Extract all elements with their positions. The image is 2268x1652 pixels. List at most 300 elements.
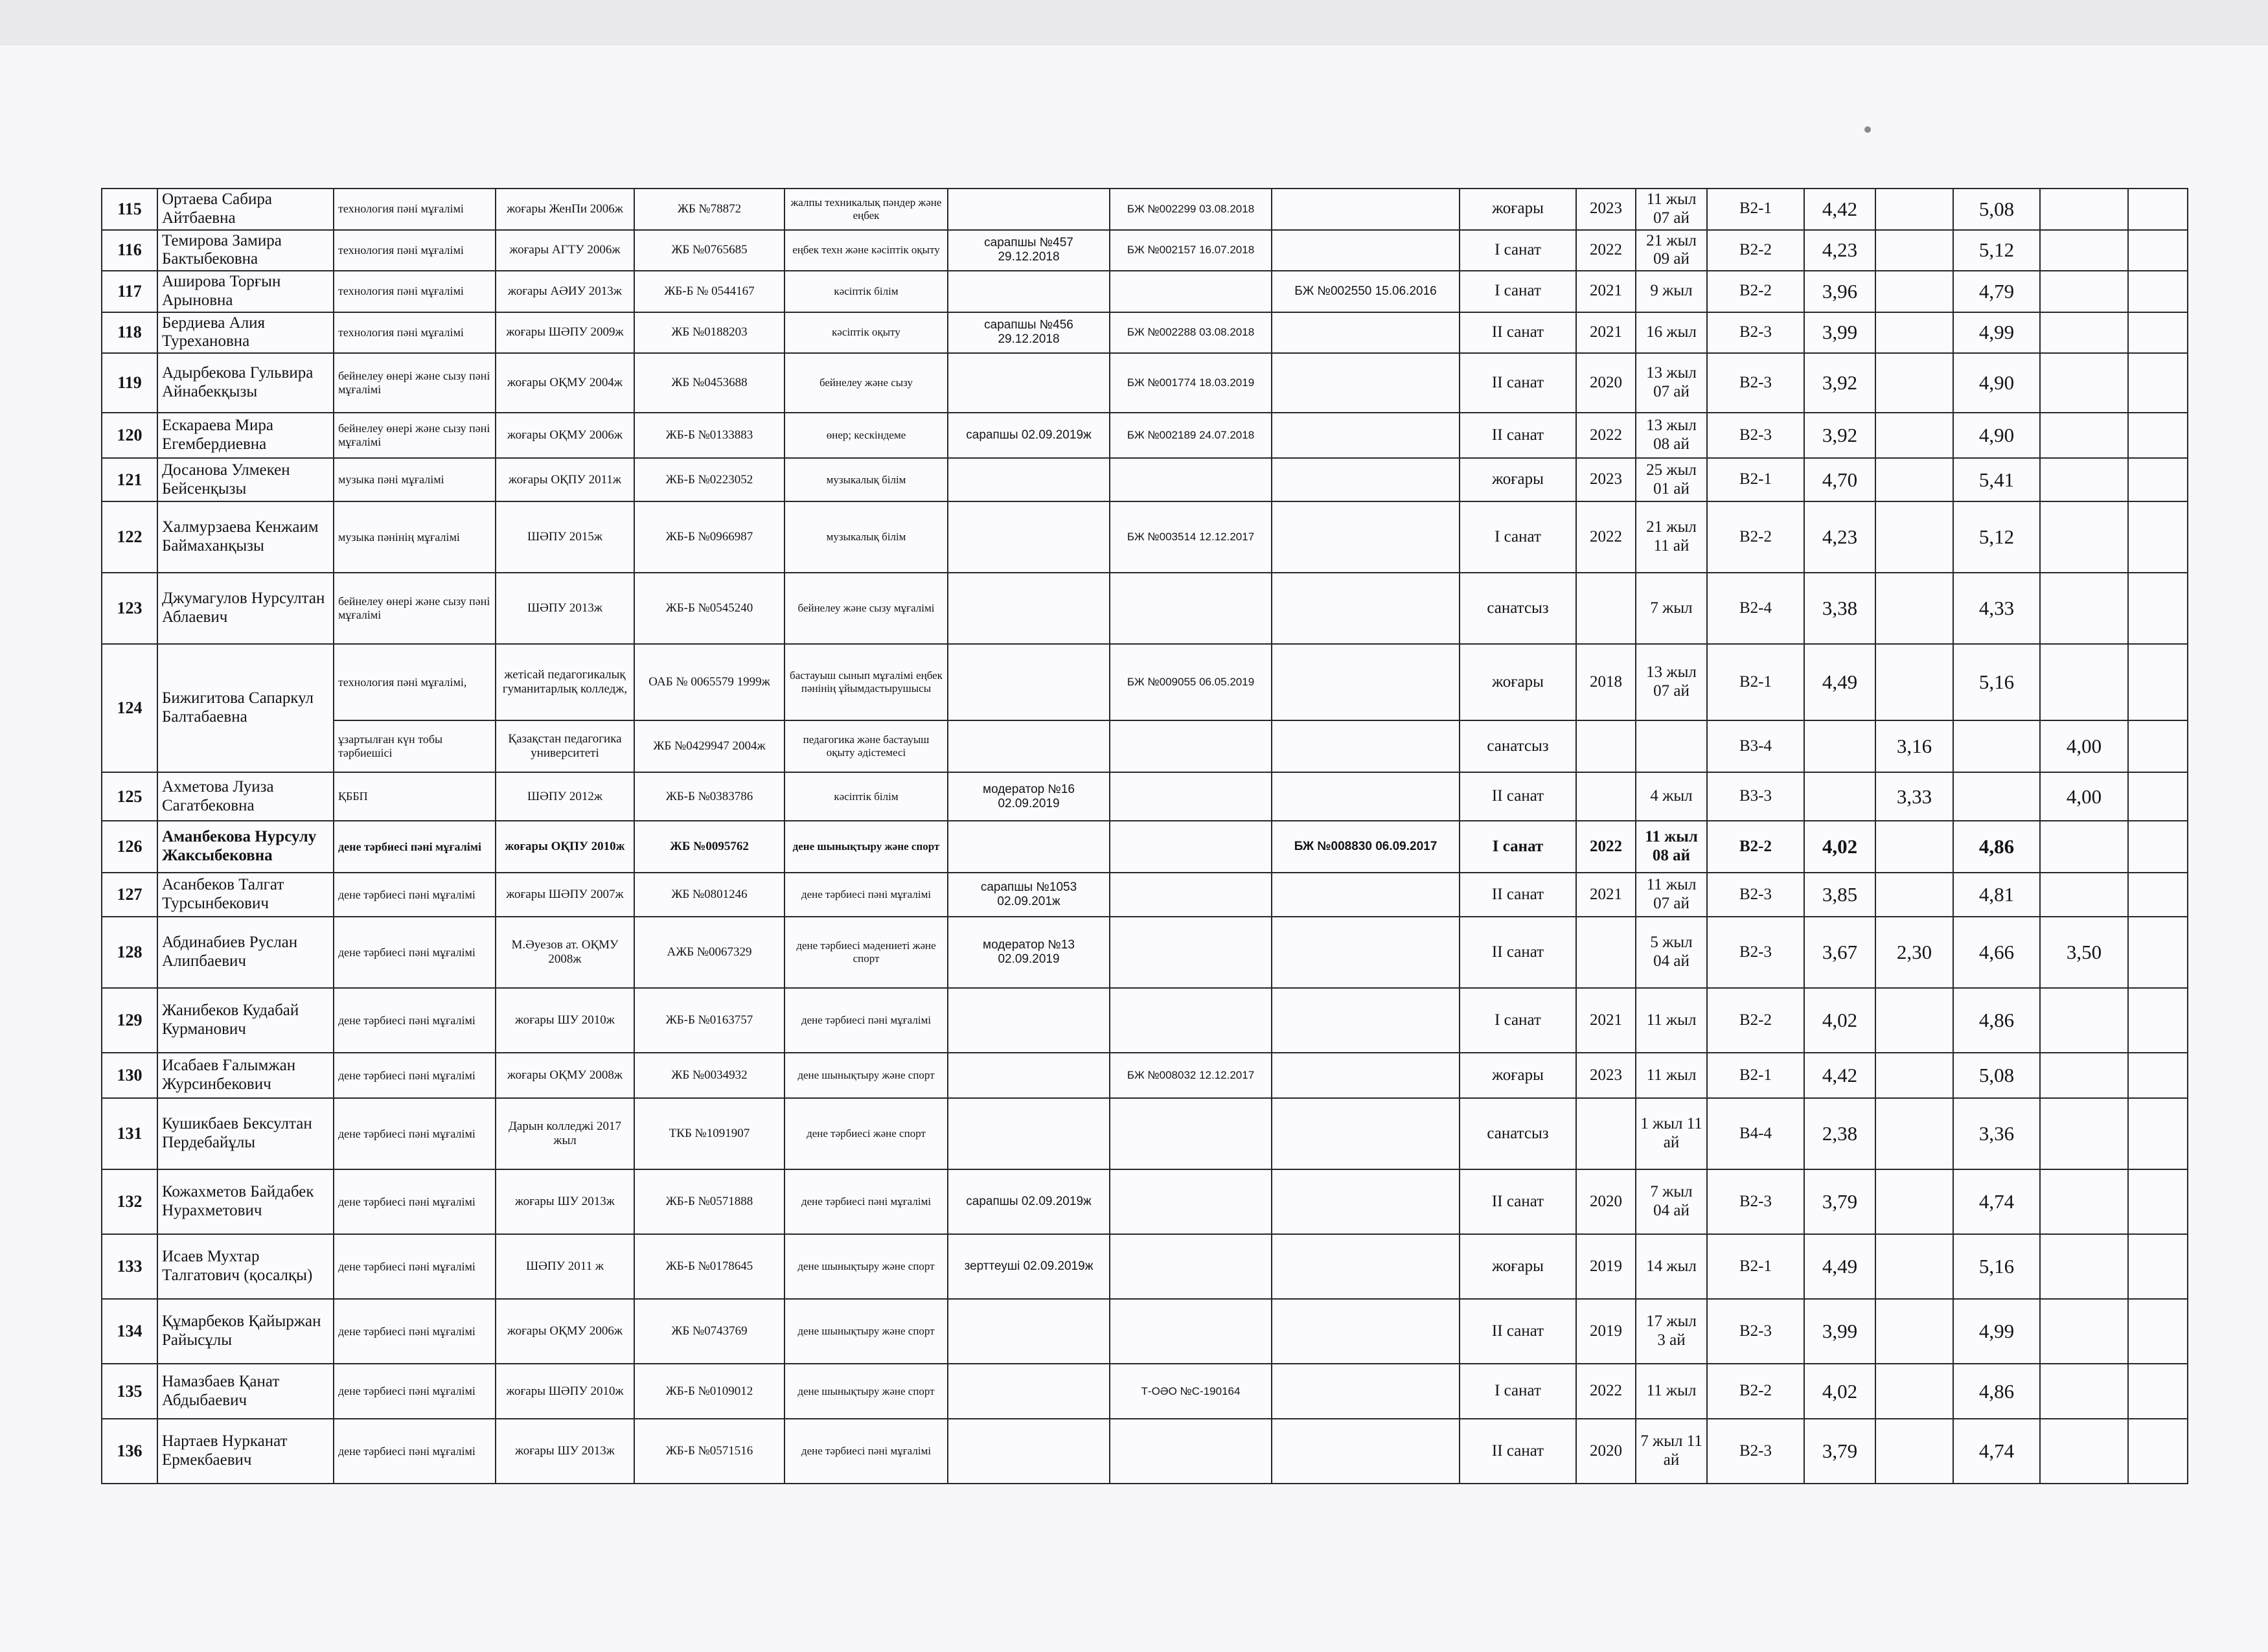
- coefficient-3-cell: [1953, 720, 2040, 772]
- specialty-cell: дене шынықтыру және спорт: [785, 1299, 948, 1364]
- expert-cell: зерттеуші 02.09.2019ж: [948, 1234, 1110, 1299]
- expert-cell: [948, 821, 1110, 873]
- total-experience-cell: 14 жыл: [1636, 1234, 1707, 1299]
- year-cell: 2021: [1576, 988, 1636, 1053]
- table-row: [102, 1234, 2188, 1299]
- coefficient-1-cell: 4,02: [1804, 1364, 1875, 1419]
- expert-cell: сарапшы №456 29.12.2018: [948, 312, 1110, 354]
- previous-certificate-cell: [1272, 458, 1460, 501]
- row-number-cell: 131: [102, 1098, 157, 1169]
- blank-cell: [2128, 1234, 2188, 1299]
- coefficient-1-cell: 3,99: [1804, 1299, 1875, 1364]
- coefficient-2-cell: [1875, 1234, 1953, 1299]
- position-cell: бейнелеу өнері және сызу пәні мұғалімі: [334, 413, 496, 458]
- certificate-cell: [1110, 1299, 1272, 1364]
- expert-cell: сарапшы 02.09.2019ж: [948, 413, 1110, 458]
- position-cell: дене тәрбиесі пәні мұғалімі: [334, 1169, 496, 1234]
- category-cell: жоғары: [1460, 458, 1576, 501]
- total-experience-cell: 11 жыл 08 ай: [1636, 821, 1707, 873]
- coefficient-4-cell: [2040, 573, 2128, 644]
- table-row: [102, 230, 2188, 271]
- diploma-cell: ЖБ-Б №0571888: [634, 1169, 785, 1234]
- year-cell: 2022: [1576, 821, 1636, 873]
- coefficient-1-cell: 3,79: [1804, 1419, 1875, 1484]
- specialty-cell: өнер; кескіндеме: [785, 413, 948, 458]
- expert-cell: [948, 189, 1110, 230]
- certificate-cell: БЖ №002299 03.08.2018: [1110, 189, 1272, 230]
- teacher-name-cell: Нартаев Нурканат Ермекбаевич: [157, 1419, 334, 1484]
- row-number-cell: 115: [102, 189, 157, 230]
- row-number-cell: 118: [102, 312, 157, 354]
- table-row: [102, 312, 2188, 354]
- education-cell: Дарын колледжі 2017 жыл: [496, 1098, 634, 1169]
- coefficient-2-cell: [1875, 501, 1953, 573]
- specialty-cell: кәсіптік білім: [785, 772, 948, 821]
- specialty-cell: дене шынықтыру және спорт: [785, 1053, 948, 1098]
- category-cell: жоғары: [1460, 1234, 1576, 1299]
- coefficient-4-cell: [2040, 312, 2128, 354]
- teacher-name-cell: Темирова Замира Бактыбековна: [157, 230, 334, 271]
- total-experience-cell: 5 жыл 04 ай: [1636, 917, 1707, 988]
- category-cell: II санат: [1460, 353, 1576, 413]
- coefficient-2-cell: 3,16: [1875, 720, 1953, 772]
- specialty-cell: жалпы техникалық пәндер және еңбек: [785, 189, 948, 230]
- total-experience-cell: 13 жыл 08 ай: [1636, 413, 1707, 458]
- category-cell: II санат: [1460, 312, 1576, 354]
- diploma-cell: АЖБ №0067329: [634, 917, 785, 988]
- total-experience-cell: 11 жыл 07 ай: [1636, 189, 1707, 230]
- previous-certificate-cell: [1272, 413, 1460, 458]
- teacher-name-cell: Адырбекова Гульвира Айнабекқызы: [157, 353, 334, 413]
- teacher-name-cell: Кожахметов Байдабек Нурахметович: [157, 1169, 334, 1234]
- coefficient-1-cell: 3,96: [1804, 271, 1875, 312]
- blank-cell: [2128, 873, 2188, 917]
- coefficient-1-cell: 4,23: [1804, 501, 1875, 573]
- year-cell: 2020: [1576, 1419, 1636, 1484]
- coefficient-3-cell: 5,08: [1953, 1053, 2040, 1098]
- previous-certificate-cell: [1272, 353, 1460, 413]
- grade-cell: В2-2: [1707, 230, 1804, 271]
- position-cell: дене тәрбиесі пәні мұғалімі: [334, 1419, 496, 1484]
- expert-cell: [948, 1419, 1110, 1484]
- education-cell: Қазақстан педагогика университеті: [496, 720, 634, 772]
- coefficient-1-cell: 4,49: [1804, 1234, 1875, 1299]
- coefficient-2-cell: [1875, 1299, 1953, 1364]
- coefficient-4-cell: [2040, 1299, 2128, 1364]
- expert-cell: модератор №13 02.09.2019: [948, 917, 1110, 988]
- coefficient-4-cell: [2040, 873, 2128, 917]
- diploma-cell: ОАБ № 0065579 1999ж: [634, 644, 785, 720]
- coefficient-1-cell: 3,67: [1804, 917, 1875, 988]
- education-cell: ШӘПУ 2011 ж: [496, 1234, 634, 1299]
- coefficient-3-cell: 4,86: [1953, 988, 2040, 1053]
- total-experience-cell: [1636, 720, 1707, 772]
- grade-cell: В2-3: [1707, 917, 1804, 988]
- total-experience-cell: 7 жыл 11 ай: [1636, 1419, 1707, 1484]
- coefficient-4-cell: [2040, 1169, 2128, 1234]
- table-row: [102, 271, 2188, 312]
- row-number-cell: 129: [102, 988, 157, 1053]
- grade-cell: В2-2: [1707, 501, 1804, 573]
- blank-cell: [2128, 573, 2188, 644]
- coefficient-4-cell: [2040, 189, 2128, 230]
- coefficient-3-cell: 4,81: [1953, 873, 2040, 917]
- expert-cell: [948, 1053, 1110, 1098]
- table-row: [102, 458, 2188, 501]
- education-cell: жоғары ШУ 2013ж: [496, 1169, 634, 1234]
- coefficient-4-cell: [2040, 1419, 2128, 1484]
- certificate-cell: [1110, 988, 1272, 1053]
- coefficient-3-cell: 4,86: [1953, 1364, 2040, 1419]
- total-experience-cell: 9 жыл: [1636, 271, 1707, 312]
- year-cell: [1576, 573, 1636, 644]
- row-number-cell: 121: [102, 458, 157, 501]
- position-cell: технология пәні мұғалімі,: [334, 644, 496, 720]
- previous-certificate-cell: [1272, 1053, 1460, 1098]
- total-experience-cell: 4 жыл: [1636, 772, 1707, 821]
- coefficient-3-cell: 5,16: [1953, 1234, 2040, 1299]
- position-cell: ҚББП: [334, 772, 496, 821]
- teacher-name-cell: Абдинабиев Руслан Алипбаевич: [157, 917, 334, 988]
- table-row-continuation: [102, 720, 2188, 772]
- previous-certificate-cell: [1272, 1419, 1460, 1484]
- coefficient-4-cell: [2040, 644, 2128, 720]
- coefficient-3-cell: 4,33: [1953, 573, 2040, 644]
- table-row: [102, 353, 2188, 413]
- coefficient-4-cell: [2040, 1098, 2128, 1169]
- row-number-cell: 136: [102, 1419, 157, 1484]
- expert-cell: [948, 988, 1110, 1053]
- grade-cell: В2-2: [1707, 988, 1804, 1053]
- specialty-cell: музыкалық білім: [785, 501, 948, 573]
- coefficient-2-cell: [1875, 458, 1953, 501]
- coefficient-2-cell: [1875, 1169, 1953, 1234]
- expert-cell: [948, 271, 1110, 312]
- coefficient-2-cell: [1875, 353, 1953, 413]
- grade-cell: В2-3: [1707, 312, 1804, 354]
- coefficient-3-cell: 5,12: [1953, 230, 2040, 271]
- coefficient-1-cell: 3,38: [1804, 573, 1875, 644]
- scan-speck: [1864, 126, 1871, 133]
- category-cell: жоғары: [1460, 1053, 1576, 1098]
- expert-cell: модератор №16 02.09.2019: [948, 772, 1110, 821]
- specialty-cell: дене тәрбиесі пәні мұғалімі: [785, 1169, 948, 1234]
- coefficient-3-cell: 3,36: [1953, 1098, 2040, 1169]
- grade-cell: В2-2: [1707, 1364, 1804, 1419]
- table-row: [102, 573, 2188, 644]
- teacher-name-cell: Джумагулов Нурсултан Аблаевич: [157, 573, 334, 644]
- coefficient-1-cell: 4,02: [1804, 821, 1875, 873]
- grade-cell: В2-3: [1707, 1419, 1804, 1484]
- coefficient-4-cell: [2040, 821, 2128, 873]
- expert-cell: сарапшы №1053 02.09.201ж: [948, 873, 1110, 917]
- blank-cell: [2128, 189, 2188, 230]
- position-cell: дене тәрбиесі пәні мұғалімі: [334, 1098, 496, 1169]
- coefficient-2-cell: [1875, 230, 1953, 271]
- year-cell: 2020: [1576, 353, 1636, 413]
- table-row: [102, 189, 2188, 230]
- diploma-cell: ЖБ-Б №0223052: [634, 458, 785, 501]
- education-cell: жетісай педагогикалық гуманитарлық колледж,: [496, 644, 634, 720]
- position-cell: технология пәні мұғалімі: [334, 312, 496, 354]
- coefficient-1-cell: 4,42: [1804, 1053, 1875, 1098]
- teacher-name-cell: Бижигитова Сапаркул Балтабаевна: [157, 644, 334, 772]
- expert-cell: [948, 458, 1110, 501]
- coefficient-3-cell: 4,66: [1953, 917, 2040, 988]
- category-cell: санатсыз: [1460, 573, 1576, 644]
- education-cell: ШӘПУ 2012ж: [496, 772, 634, 821]
- table-row: [102, 413, 2188, 458]
- total-experience-cell: 7 жыл: [1636, 573, 1707, 644]
- specialty-cell: педагогика және бастауыш оқыту әдістемесі: [785, 720, 948, 772]
- coefficient-2-cell: [1875, 573, 1953, 644]
- grade-cell: В2-1: [1707, 644, 1804, 720]
- diploma-cell: ЖБ №0188203: [634, 312, 785, 354]
- row-number-cell: 122: [102, 501, 157, 573]
- expert-cell: [948, 720, 1110, 772]
- year-cell: 2023: [1576, 1053, 1636, 1098]
- blank-cell: [2128, 1053, 2188, 1098]
- row-number-cell: 134: [102, 1299, 157, 1364]
- coefficient-3-cell: 4,99: [1953, 1299, 2040, 1364]
- staff-register-table: [101, 188, 2188, 1484]
- teacher-name-cell: Асанбеков Талгат Турсынбекович: [157, 873, 334, 917]
- diploma-cell: ЖБ-Б №0383786: [634, 772, 785, 821]
- diploma-cell: ЖБ-Б №0571516: [634, 1419, 785, 1484]
- previous-certificate-cell: [1272, 230, 1460, 271]
- position-cell: дене тәрбиесі пәні мұғалімі: [334, 1299, 496, 1364]
- year-cell: 2019: [1576, 1299, 1636, 1364]
- row-number-cell: 135: [102, 1364, 157, 1419]
- certificate-cell: БЖ №003514 12.12.2017: [1110, 501, 1272, 573]
- certificate-cell: [1110, 917, 1272, 988]
- specialty-cell: дене тәрбиесі пәні мұғалімі: [785, 1419, 948, 1484]
- row-number-cell: 123: [102, 573, 157, 644]
- table-row: [102, 644, 2188, 720]
- year-cell: 2023: [1576, 189, 1636, 230]
- education-cell: жоғары ОҚПУ 2011ж: [496, 458, 634, 501]
- certificate-cell: БЖ №002189 24.07.2018: [1110, 413, 1272, 458]
- row-number-cell: 120: [102, 413, 157, 458]
- coefficient-2-cell: [1875, 644, 1953, 720]
- year-cell: 2019: [1576, 1234, 1636, 1299]
- coefficient-2-cell: [1875, 873, 1953, 917]
- year-cell: 2018: [1576, 644, 1636, 720]
- certificate-cell: БЖ №002288 03.08.2018: [1110, 312, 1272, 354]
- expert-cell: сарапшы 02.09.2019ж: [948, 1169, 1110, 1234]
- total-experience-cell: 21 жыл 09 ай: [1636, 230, 1707, 271]
- certificate-cell: [1110, 458, 1272, 501]
- blank-cell: [2128, 772, 2188, 821]
- grade-cell: В2-1: [1707, 1053, 1804, 1098]
- category-cell: I санат: [1460, 271, 1576, 312]
- coefficient-3-cell: 4,79: [1953, 271, 2040, 312]
- coefficient-1-cell: 4,49: [1804, 644, 1875, 720]
- expert-cell: [948, 644, 1110, 720]
- education-cell: жоғары ШӘПУ 2007ж: [496, 873, 634, 917]
- diploma-cell: ЖБ-Б №0133883: [634, 413, 785, 458]
- table-row: [102, 1169, 2188, 1234]
- category-cell: жоғары: [1460, 189, 1576, 230]
- coefficient-1-cell: 3,92: [1804, 413, 1875, 458]
- certificate-cell: [1110, 1234, 1272, 1299]
- previous-certificate-cell: [1272, 1299, 1460, 1364]
- coefficient-2-cell: [1875, 1098, 1953, 1169]
- position-cell: дене тәрбиесі пәні мұғалімі: [334, 988, 496, 1053]
- previous-certificate-cell: [1272, 873, 1460, 917]
- category-cell: II санат: [1460, 917, 1576, 988]
- year-cell: [1576, 1098, 1636, 1169]
- coefficient-1-cell: 3,92: [1804, 353, 1875, 413]
- previous-certificate-cell: БЖ №008830 06.09.2017: [1272, 821, 1460, 873]
- education-cell: ШӘПУ 2013ж: [496, 573, 634, 644]
- row-number-cell: 128: [102, 917, 157, 988]
- certificate-cell: [1110, 1098, 1272, 1169]
- specialty-cell: бастауыш сынып мұғалімі еңбек пәнінің ұйымдастырушысы: [785, 644, 948, 720]
- expert-cell: [948, 353, 1110, 413]
- position-cell: музыка пәні мұғалімі: [334, 458, 496, 501]
- blank-cell: [2128, 1169, 2188, 1234]
- coefficient-4-cell: [2040, 271, 2128, 312]
- total-experience-cell: 11 жыл: [1636, 1053, 1707, 1098]
- scan-top-edge: [0, 0, 2268, 45]
- specialty-cell: дене шынықтыру және спорт: [785, 1234, 948, 1299]
- coefficient-3-cell: 5,08: [1953, 189, 2040, 230]
- grade-cell: В2-3: [1707, 353, 1804, 413]
- table-row: [102, 772, 2188, 821]
- teacher-name-cell: Исаев Мухтар Талгатович (қосалқы): [157, 1234, 334, 1299]
- education-cell: жоғары ШУ 2013ж: [496, 1419, 634, 1484]
- blank-cell: [2128, 644, 2188, 720]
- specialty-cell: бейнелеу және сызу: [785, 353, 948, 413]
- specialty-cell: еңбек техн және кәсіптік оқыту: [785, 230, 948, 271]
- year-cell: 2021: [1576, 873, 1636, 917]
- blank-cell: [2128, 720, 2188, 772]
- coefficient-2-cell: [1875, 1364, 1953, 1419]
- previous-certificate-cell: [1272, 644, 1460, 720]
- position-cell: бейнелеу өнері және сызу пәні мұғалімі: [334, 353, 496, 413]
- year-cell: 2022: [1576, 230, 1636, 271]
- expert-cell: [948, 1299, 1110, 1364]
- blank-cell: [2128, 353, 2188, 413]
- teacher-name-cell: Ескараева Мира Егембердиевна: [157, 413, 334, 458]
- coefficient-4-cell: [2040, 501, 2128, 573]
- category-cell: II санат: [1460, 1169, 1576, 1234]
- position-cell: дене тәрбиесі пәні мұғалімі: [334, 1364, 496, 1419]
- coefficient-1-cell: 4,42: [1804, 189, 1875, 230]
- table-row: [102, 1098, 2188, 1169]
- grade-cell: В2-2: [1707, 821, 1804, 873]
- coefficient-3-cell: 4,90: [1953, 353, 2040, 413]
- grade-cell: В4-4: [1707, 1098, 1804, 1169]
- diploma-cell: ЖБ №0453688: [634, 353, 785, 413]
- certificate-cell: [1110, 573, 1272, 644]
- category-cell: II санат: [1460, 772, 1576, 821]
- coefficient-3-cell: 4,90: [1953, 413, 2040, 458]
- teacher-name-cell: Досанова Улмекен Бейсенқызы: [157, 458, 334, 501]
- grade-cell: В3-4: [1707, 720, 1804, 772]
- coefficient-4-cell: [2040, 1364, 2128, 1419]
- category-cell: II санат: [1460, 1299, 1576, 1364]
- grade-cell: В2-1: [1707, 189, 1804, 230]
- total-experience-cell: 11 жыл: [1636, 1364, 1707, 1419]
- previous-certificate-cell: БЖ №002550 15.06.2016: [1272, 271, 1460, 312]
- education-cell: жоғары ШУ 2010ж: [496, 988, 634, 1053]
- position-cell: бейнелеу өнері және сызу пәні мұғалімі: [334, 573, 496, 644]
- coefficient-4-cell: [2040, 1234, 2128, 1299]
- blank-cell: [2128, 413, 2188, 458]
- grade-cell: В2-3: [1707, 1169, 1804, 1234]
- category-cell: санатсыз: [1460, 720, 1576, 772]
- coefficient-2-cell: [1875, 271, 1953, 312]
- specialty-cell: кәсіптік оқыту: [785, 312, 948, 354]
- grade-cell: В2-3: [1707, 873, 1804, 917]
- category-cell: I санат: [1460, 230, 1576, 271]
- coefficient-4-cell: [2040, 353, 2128, 413]
- coefficient-1-cell: 4,02: [1804, 988, 1875, 1053]
- education-cell: жоғары ШӘПУ 2010ж: [496, 1364, 634, 1419]
- certificate-cell: [1110, 1169, 1272, 1234]
- previous-certificate-cell: [1272, 720, 1460, 772]
- position-cell: дене тәрбиесі пәні мұғалімі: [334, 873, 496, 917]
- expert-cell: [948, 1364, 1110, 1419]
- coefficient-2-cell: [1875, 413, 1953, 458]
- diploma-cell: ЖБ-Б № 0544167: [634, 271, 785, 312]
- diploma-cell: ЖБ №0095762: [634, 821, 785, 873]
- table-row: [102, 1053, 2188, 1098]
- category-cell: I санат: [1460, 821, 1576, 873]
- teacher-name-cell: Аширова Торғын Арыновна: [157, 271, 334, 312]
- blank-cell: [2128, 821, 2188, 873]
- coefficient-1-cell: 3,79: [1804, 1169, 1875, 1234]
- coefficient-4-cell: [2040, 1053, 2128, 1098]
- certificate-cell: [1110, 772, 1272, 821]
- diploma-cell: ЖБ №0801246: [634, 873, 785, 917]
- education-cell: жоғары ОҚМУ 2008ж: [496, 1053, 634, 1098]
- teacher-name-cell: Ортаева Сабира Айтбаевна: [157, 189, 334, 230]
- total-experience-cell: 1 жыл 11 ай: [1636, 1098, 1707, 1169]
- coefficient-2-cell: [1875, 1419, 1953, 1484]
- coefficient-3-cell: 4,74: [1953, 1169, 2040, 1234]
- row-number-cell: 130: [102, 1053, 157, 1098]
- certificate-cell: [1110, 821, 1272, 873]
- diploma-cell: ЖБ-Б №0966987: [634, 501, 785, 573]
- coefficient-3-cell: 5,12: [1953, 501, 2040, 573]
- blank-cell: [2128, 988, 2188, 1053]
- coefficient-1-cell: 4,70: [1804, 458, 1875, 501]
- year-cell: [1576, 917, 1636, 988]
- previous-certificate-cell: [1272, 988, 1460, 1053]
- blank-cell: [2128, 917, 2188, 988]
- certificate-cell: [1110, 873, 1272, 917]
- coefficient-2-cell: [1875, 189, 1953, 230]
- previous-certificate-cell: [1272, 312, 1460, 354]
- blank-cell: [2128, 1098, 2188, 1169]
- category-cell: II санат: [1460, 1419, 1576, 1484]
- category-cell: I санат: [1460, 501, 1576, 573]
- teacher-name-cell: Намазбаев Қанат Абдыбаевич: [157, 1364, 334, 1419]
- education-cell: жоғары ОҚМУ 2006ж: [496, 1299, 634, 1364]
- table-row: [102, 988, 2188, 1053]
- previous-certificate-cell: [1272, 573, 1460, 644]
- year-cell: 2020: [1576, 1169, 1636, 1234]
- coefficient-3-cell: 4,99: [1953, 312, 2040, 354]
- coefficient-2-cell: [1875, 988, 1953, 1053]
- year-cell: [1576, 772, 1636, 821]
- coefficient-1-cell: [1804, 720, 1875, 772]
- previous-certificate-cell: [1272, 1234, 1460, 1299]
- diploma-cell: ЖБ №0743769: [634, 1299, 785, 1364]
